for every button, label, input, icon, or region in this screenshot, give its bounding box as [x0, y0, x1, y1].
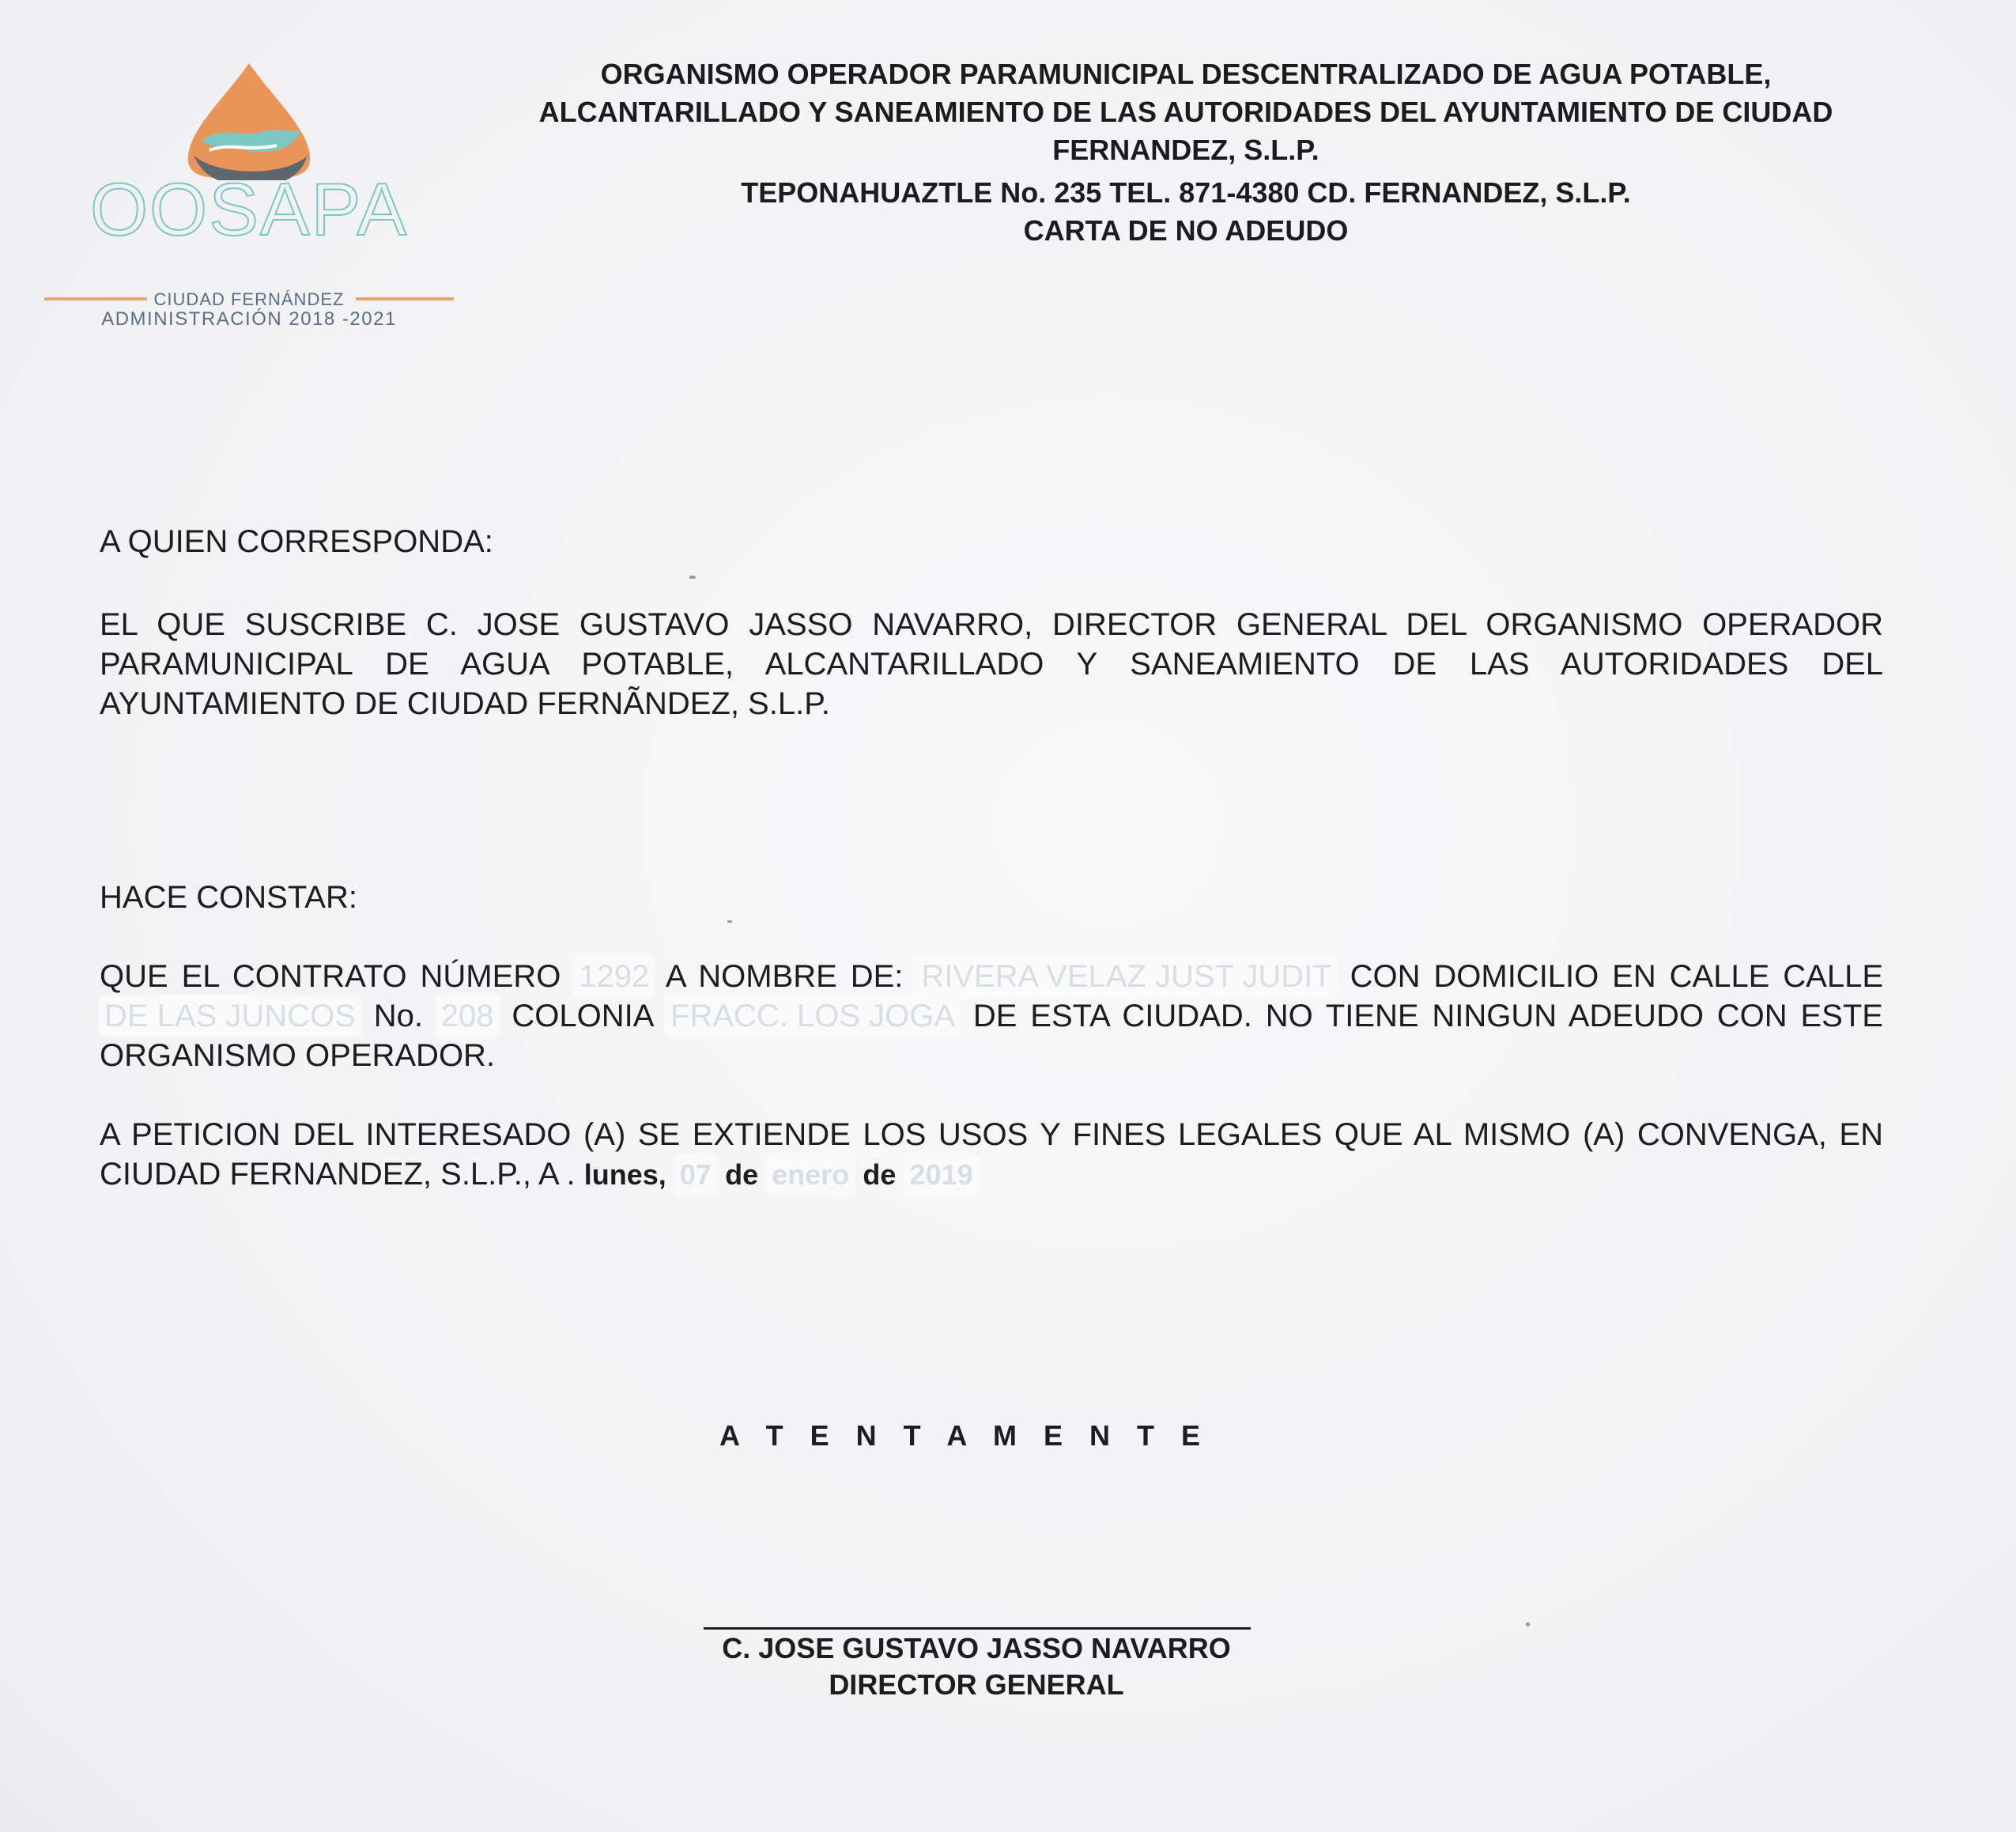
- date-year-redacted: 2019: [905, 1155, 978, 1195]
- petition-paragraph: [100, 1115, 1883, 1195]
- house-number-redacted: 208: [436, 996, 499, 1036]
- intro-paragraph: EL QUE SUSCRIBE C. JOSE GUSTAVO JASSO NAVARRO, DIRECTOR GENERAL DEL ORGANISMO OPERADOR PARAMUNICIPAL DE AGUA POTABLE, ALCANTARILLADO Y SANEAMIENTO DE LAS AUTORIDADES DEL AYUNTAMIENTO DE CIUDAD FERNÃNDEZ, S.L.P.: [100, 607, 1883, 721]
- logo-rule-right: [356, 297, 454, 300]
- water-drop-hand-icon: [40, 62, 459, 180]
- letterhead-address: TEPONAHUAZTLE No. 235 TEL. 871-4380 CD. FERNANDEZ, S.L.P.: [741, 176, 1631, 209]
- date-de-2: de: [863, 1158, 897, 1191]
- letterhead-line-2: ALCANTARILLADO Y SANEAMIENTO DE LAS AUTORIDADES DEL AYUNTAMIENTO DE CIUDAD: [538, 96, 1833, 128]
- contract-text-3: CON DOMICILIO EN CALLE: [1350, 959, 1770, 994]
- date-month-redacted: enero: [767, 1155, 854, 1195]
- signature-line: [704, 1627, 1251, 1630]
- calle-label: CALLE: [1783, 959, 1884, 994]
- date-weekday: lunes,: [583, 1158, 666, 1191]
- closing-atentamente: A T E N T A M E N T E: [719, 1419, 1210, 1452]
- contract-paragraph: [100, 957, 1883, 1075]
- scan-speck: [727, 920, 732, 923]
- logo-brand-text: OOSAPA: [89, 168, 409, 251]
- contract-text-6: DE ESTA CIUDAD. NO TIENE NINGUN ADEUDO CON ESTE ORGANISMO OPERADOR.: [100, 999, 1883, 1073]
- signer-name: C. JOSE GUSTAVO JASSO NAVARRO: [722, 1632, 1231, 1664]
- oosapa-logo: [40, 62, 459, 330]
- scan-speck: [689, 576, 696, 579]
- date-day-redacted: 07: [675, 1155, 716, 1195]
- letterhead-line-1: ORGANISMO OPERADOR PARAMUNICIPAL DESCENTRALIZADO DE AGUA POTABLE,: [600, 58, 1772, 90]
- signer-block: [625, 1630, 1328, 1703]
- contract-text-2: A NOMBRE DE:: [665, 959, 904, 994]
- signer-title: DIRECTOR GENERAL: [829, 1668, 1124, 1701]
- contract-text-4: No.: [373, 999, 423, 1033]
- street-redacted: DE LAS JUNCOS: [100, 996, 361, 1036]
- contract-text-1: QUE EL CONTRATO NÚMERO: [100, 959, 561, 994]
- scan-speck: [1526, 1622, 1530, 1626]
- date-de-1: de: [725, 1158, 759, 1191]
- contract-number-redacted: 1292: [574, 957, 654, 996]
- logo-administration-text: ADMINISTRACIÓN 2018 -2021: [101, 308, 397, 330]
- salutation: A QUIEN CORRESPONDA:: [100, 524, 493, 559]
- colonia-redacted: FRACC. LOS JOGA: [666, 996, 960, 1036]
- contract-text-5: COLONIA: [512, 999, 653, 1033]
- logo-city-text: CIUDAD FERNÁNDEZ: [153, 289, 345, 309]
- petition-text: A PETICION DEL INTERESADO (A) SE EXTIENDE LOS USOS Y FINES LEGALES QUE AL MISMO (A) CONVENGA, EN CIUDAD FERNANDEZ, S.L.P., A .: [100, 1117, 1883, 1192]
- letterhead-line-3: FERNANDEZ, S.L.P.: [1052, 134, 1319, 166]
- document-title: CARTA DE NO ADEUDO: [1023, 214, 1349, 247]
- holder-name-redacted: RIVERA VELAZ JUST JUDIT: [916, 957, 1336, 996]
- letterhead: [443, 55, 1929, 250]
- hace-constar-heading: HACE CONSTAR:: [100, 880, 357, 915]
